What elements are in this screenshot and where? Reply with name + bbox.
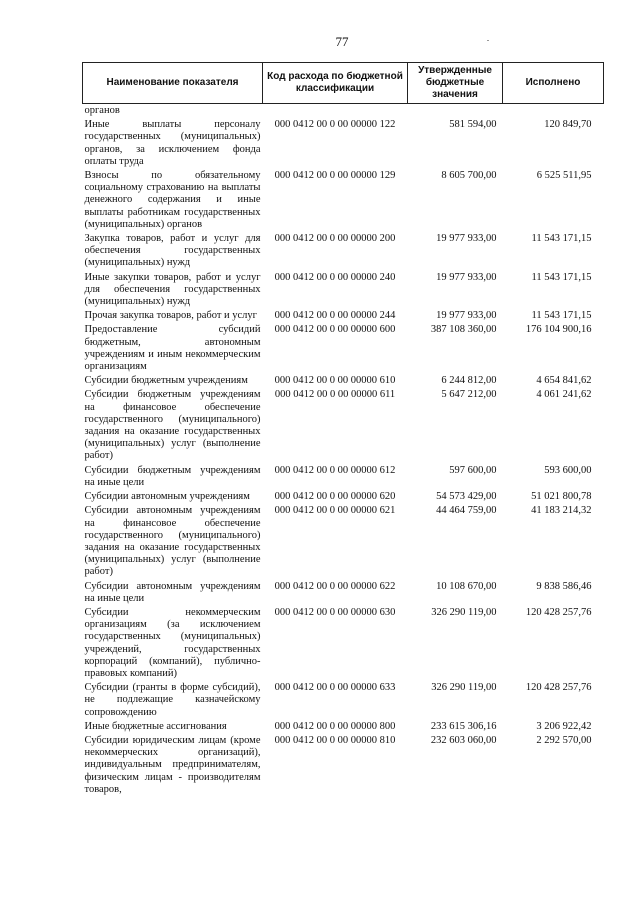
- cell-code: 000 0412 00 0 00 00000 620: [274, 491, 396, 503]
- table-body: [83, 104, 604, 797]
- cell-executed: 11 543 171,15: [531, 233, 592, 245]
- table-row: [83, 104, 604, 119]
- cell-name: Субсидии бюджетным учреждениям на финансовое обеспечение государственного (муниципального) задания на оказание государственных (муниципальных) услуг (выполнение работ): [84, 389, 261, 462]
- cell-approved: 326 290 119,00: [431, 682, 497, 694]
- table-row: [83, 232, 604, 271]
- cell-name: Субсидии автономным учреждениям: [84, 491, 250, 503]
- cell-executed: 51 021 800,78: [531, 491, 592, 503]
- cell-approved: 5 647 212,00: [441, 389, 497, 401]
- cell-executed: 9 838 586,46: [536, 580, 592, 592]
- cell-approved: 54 573 429,00: [436, 491, 497, 503]
- cell-executed: 4 654 841,62: [536, 375, 592, 387]
- table-row: [83, 464, 604, 490]
- header-executed: Исполнено: [503, 63, 604, 104]
- cell-executed: 6 525 511,95: [536, 170, 592, 182]
- table-row: [83, 271, 604, 310]
- cell-approved: 10 108 670,00: [436, 580, 497, 592]
- cell-code: 000 0412 00 0 00 00000 800: [274, 720, 396, 732]
- table-row: [83, 118, 604, 169]
- page-number: 77: [335, 34, 349, 49]
- cell-name: Субсидии (гранты в форме субсидий), не подлежащие казначейскому сопровождению: [84, 682, 261, 718]
- cell-approved: 44 464 759,00: [436, 505, 497, 517]
- cell-name: Предоставление субсидий бюджетным, автономным учреждениям и иным некоммерческим организациям: [84, 324, 261, 373]
- table-row: [83, 388, 604, 463]
- cell-code: 000 0412 00 0 00 00000 622: [274, 580, 396, 592]
- cell-approved: 19 977 933,00: [436, 271, 497, 283]
- cell-executed: 11 543 171,15: [531, 271, 592, 283]
- header-code: Код расхода по бюджетной классификации: [263, 63, 408, 104]
- cell-code: 000 0412 00 0 00 00000 810: [274, 734, 396, 746]
- scan-speck: [487, 40, 489, 41]
- cell-name: Иные выплаты персоналу государственных (муниципальных) органов, за исключением фонда оплаты труда: [84, 119, 261, 167]
- cell-executed: 41 183 214,32: [531, 505, 592, 517]
- cell-code: 000 0412 00 0 00 00000 610: [274, 375, 396, 387]
- cell-name: органов: [84, 105, 120, 116]
- cell-code: 000 0412 00 0 00 00000 612: [274, 464, 396, 476]
- cell-name: Субсидии некоммерческим организациям (за исключением государственных (муниципальных) учреждений, государственных корпораций (компаний), публично-правовых компаний): [84, 606, 261, 679]
- cell-approved: 597 600,00: [449, 464, 497, 476]
- cell-name: Субсидии бюджетным учреждениям: [84, 375, 248, 387]
- cell-name: Иные бюджетные ассигнования: [84, 720, 227, 732]
- cell-executed: [503, 104, 604, 119]
- table-row: [83, 681, 604, 720]
- cell-executed: 3 206 922,42: [536, 720, 592, 732]
- table-row: [83, 606, 604, 681]
- cell-name: Прочая закупка товаров, работ и услуг: [84, 310, 257, 322]
- cell-approved: 326 290 119,00: [431, 606, 497, 618]
- cell-approved: 8 605 700,00: [441, 170, 497, 182]
- cell-name: Субсидии юридическим лицам (кроме некоммерческих организаций), индивидуальным предпринимателям, физическим лицам - производителям товаров,: [84, 734, 261, 795]
- cell-executed: 4 061 241,62: [536, 389, 592, 401]
- cell-approved: 19 977 933,00: [436, 233, 497, 245]
- cell-name: Субсидии бюджетным учреждениям на иные цели: [84, 464, 261, 488]
- table-row: [83, 734, 604, 797]
- cell-approved: 232 603 060,00: [430, 734, 497, 746]
- cell-name: Субсидии автономным учреждениям на иные цели: [84, 580, 261, 604]
- cell-executed: 176 104 900,16: [525, 324, 592, 336]
- cell-approved: 6 244 812,00: [441, 375, 497, 387]
- cell-approved: 19 977 933,00: [436, 310, 497, 322]
- cell-code: 000 0412 00 0 00 00000 621: [274, 505, 396, 517]
- table-row: [83, 720, 604, 734]
- cell-code: 000 0412 00 0 00 00000 633: [274, 682, 396, 694]
- cell-executed: 2 292 570,00: [536, 734, 592, 746]
- cell-code: 000 0412 00 0 00 00000 630: [274, 606, 396, 618]
- cell-name: Иные закупки товаров, работ и услуг для обеспечения государственных (муниципальных) нужд: [84, 271, 261, 308]
- header-name: Наименование показателя: [83, 63, 263, 104]
- cell-executed: 120 428 257,76: [525, 682, 592, 694]
- cell-name: Закупка товаров, работ и услуг для обеспечения государственных (муниципальных) нужд: [84, 233, 261, 269]
- cell-approved: 233 615 306,16: [430, 720, 497, 732]
- cell-code: 000 0412 00 0 00 00000 122: [274, 119, 396, 131]
- table-row: [83, 580, 604, 606]
- budget-table: [82, 62, 604, 797]
- table-row: [83, 490, 604, 504]
- cell-name: Субсидии автономным учреждениям на финансовое обеспечение государственного (муниципального) задания на оказание государственных (муниципальных) услуг (выполнение работ): [84, 505, 261, 578]
- cell-code: 000 0412 00 0 00 00000 129: [274, 170, 396, 182]
- cell-code: 000 0412 00 0 00 00000 244: [274, 310, 396, 322]
- table-row: [83, 374, 604, 388]
- cell-executed: 120 849,70: [544, 119, 592, 131]
- table-row: [83, 169, 604, 232]
- cell-executed: 120 428 257,76: [525, 606, 592, 618]
- cell-code: 000 0412 00 0 00 00000 200: [274, 233, 396, 245]
- cell-executed: 593 600,00: [544, 464, 592, 476]
- cell-approved: 581 594,00: [449, 119, 497, 131]
- cell-code: [263, 104, 408, 119]
- table-row: [83, 309, 604, 323]
- table-header-row: [83, 63, 604, 104]
- cell-code: 000 0412 00 0 00 00000 600: [274, 324, 396, 336]
- cell-code: 000 0412 00 0 00 00000 611: [274, 389, 396, 401]
- cell-name: Взносы по обязательному социальному страхованию на выплаты денежного содержания и иные выплаты работникам государственных (муниципальных) органов: [84, 170, 261, 230]
- cell-code: 000 0412 00 0 00 00000 240: [274, 271, 396, 283]
- table-row: [83, 323, 604, 374]
- table-row: [83, 504, 604, 579]
- cell-approved: 387 108 360,00: [430, 324, 497, 336]
- cell-approved: [408, 104, 503, 119]
- header-approved: Утвержденные бюджетные значения: [408, 63, 503, 104]
- cell-executed: 11 543 171,15: [531, 310, 592, 322]
